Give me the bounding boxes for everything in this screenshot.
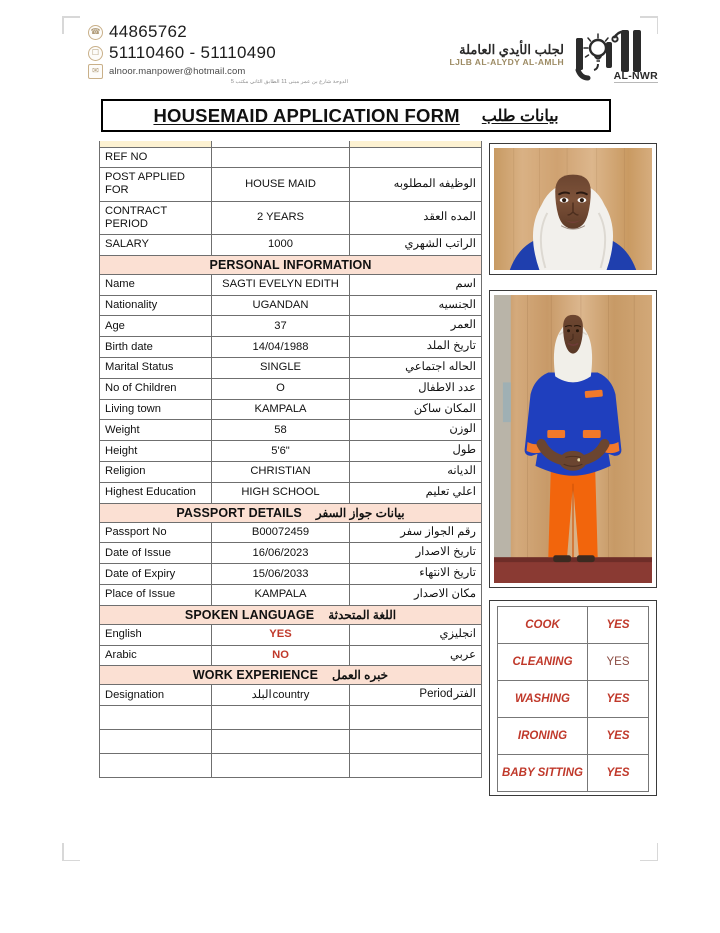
table-row — [100, 754, 482, 778]
table-row — [100, 482, 482, 503]
row-arabic: اسم — [350, 274, 482, 295]
work-row-period[interactable] — [350, 706, 482, 730]
section-header-work — [100, 666, 482, 685]
row-arabic: اعلي تعليم — [350, 482, 482, 503]
section-title-english: SPOKEN LANGUAGE — [184, 607, 315, 622]
skill-value[interactable]: YES — [588, 607, 649, 644]
table-row — [100, 316, 482, 337]
phone-icon: ☎ — [88, 25, 103, 40]
section-header-personal — [100, 255, 482, 274]
skill-row — [498, 755, 649, 792]
brand-text — [450, 43, 565, 67]
work-row-country[interactable] — [212, 730, 350, 754]
table-row — [100, 706, 482, 730]
table-row — [100, 420, 482, 441]
work-col-country-arabic: البلد — [251, 688, 272, 701]
crop-mark-bottom-right — [640, 843, 658, 861]
skill-value[interactable]: YES — [588, 681, 649, 718]
work-col-period-english: Period — [419, 688, 453, 701]
work-col-period-arabic: الفتر — [453, 688, 476, 701]
row-label: Name — [100, 274, 212, 295]
row-label: English — [100, 624, 212, 645]
row-arabic: المكان ساكن — [350, 399, 482, 420]
row-arabic: مكان الاصدار — [350, 585, 482, 606]
section-header-language — [100, 605, 482, 624]
fullbody-image — [494, 295, 652, 583]
phone-number-2: 51110460 - 51110490 — [109, 43, 277, 62]
row-arabic: طول — [350, 441, 482, 462]
skill-row — [498, 607, 649, 644]
skill-name: CLEANING — [498, 644, 588, 681]
row-value[interactable]: KAMPALA — [212, 585, 350, 606]
table-row — [100, 358, 482, 379]
section-title-english: PERSONAL INFORMATION — [209, 257, 372, 272]
skill-row — [498, 718, 649, 755]
skill-value[interactable]: YES — [588, 755, 649, 792]
table-row — [100, 337, 482, 358]
row-arabic: الجنسيه — [350, 295, 482, 316]
table-row — [100, 235, 482, 256]
row-label: Place of Issue — [100, 585, 212, 606]
row-label: Arabic — [100, 645, 212, 666]
row-value[interactable]: YES — [212, 624, 350, 645]
work-col-country — [212, 685, 350, 706]
row-arabic: تاريخ الاصدار — [350, 543, 482, 564]
row-label: Age — [100, 316, 212, 337]
applicant-headshot-frame — [489, 143, 657, 275]
skill-name: WASHING — [498, 681, 588, 718]
row-arabic: رقم الجواز سفر — [350, 522, 482, 543]
email-address: alnoor.manpower@hotmail.com — [109, 66, 246, 77]
skill-name: BABY SITTING — [498, 755, 588, 792]
form-title-banner — [101, 99, 611, 132]
row-label: Birth date — [100, 337, 212, 358]
row-label: Date of Expiry — [100, 564, 212, 585]
row-value[interactable]: 16/06/2023 — [212, 543, 350, 564]
work-row-designation[interactable] — [100, 706, 212, 730]
section-title-arabic: اللغة المتحدثة — [328, 607, 397, 622]
row-value[interactable]: 5'6" — [212, 441, 350, 462]
envelope-icon: ✉ — [88, 64, 103, 79]
row-arabic: عدد الاطفال — [350, 378, 482, 399]
row-value[interactable]: B00072459 — [212, 522, 350, 543]
row-value[interactable]: 58 — [212, 420, 350, 441]
row-value[interactable]: 14/04/1988 — [212, 337, 350, 358]
logo-company-name: AL-NWR — [613, 70, 658, 82]
section-header-row — [100, 255, 482, 274]
row-arabic: عربي — [350, 645, 482, 666]
row-arabic: الراتب الشهري — [350, 235, 482, 256]
table-row — [100, 645, 482, 666]
skill-row — [498, 681, 649, 718]
row-value[interactable] — [212, 148, 350, 168]
table-row — [100, 543, 482, 564]
table-row — [100, 168, 482, 201]
contact-block — [88, 22, 348, 85]
row-arabic: انجليزي — [350, 624, 482, 645]
row-value[interactable]: 1000 — [212, 235, 350, 256]
skill-value[interactable]: YES — [588, 644, 649, 681]
row-label: Highest Education — [100, 482, 212, 503]
work-row-period[interactable] — [350, 730, 482, 754]
row-value[interactable]: O — [212, 378, 350, 399]
crop-mark-bottom-left — [62, 843, 80, 861]
row-label: SALARY — [100, 235, 212, 256]
row-label: POST APPLIED FOR — [100, 168, 212, 201]
row-label: Date of Issue — [100, 543, 212, 564]
row-arabic: تاريخ الانتهاء — [350, 564, 482, 585]
row-value[interactable]: 2 YEARS — [212, 201, 350, 234]
section-header-row — [100, 503, 482, 522]
row-value[interactable]: SINGLE — [212, 358, 350, 379]
section-header-row — [100, 605, 482, 624]
phone-number-1: 44865762 — [109, 22, 188, 41]
skills-panel — [489, 600, 657, 796]
row-label: Weight — [100, 420, 212, 441]
table-row — [100, 730, 482, 754]
work-col-period — [350, 685, 482, 706]
section-header-row — [100, 666, 482, 685]
contact-mobile-row — [88, 43, 348, 63]
company-logo — [574, 28, 658, 82]
row-value[interactable]: SAGTI EVELYN EDITH — [212, 274, 350, 295]
brand-tagline-arabic: لجلب الأيدي العاملة — [459, 42, 564, 58]
work-row-country[interactable] — [212, 754, 350, 778]
row-arabic: تاريخ الملد — [350, 337, 482, 358]
row-arabic: الحاله اجتماعي — [350, 358, 482, 379]
table-row — [100, 399, 482, 420]
brand-tagline-english: LJLB AL-ALYDY AL-AMLH — [449, 56, 564, 67]
section-title-arabic: بيانات جواز السفر — [315, 505, 405, 520]
row-value[interactable]: NO — [212, 645, 350, 666]
table-row — [100, 274, 482, 295]
row-arabic: الوظيفه المطلوبه — [350, 168, 482, 201]
row-label: CONTRACT PERIOD — [100, 201, 212, 234]
row-value[interactable]: HIGH SCHOOL — [212, 482, 350, 503]
application-form-table — [99, 141, 482, 778]
row-label: Living town — [100, 399, 212, 420]
table-row — [100, 624, 482, 645]
mobile-icon: ☐ — [88, 46, 103, 61]
table-row — [100, 585, 482, 606]
row-value[interactable]: 37 — [212, 316, 350, 337]
table-row — [100, 441, 482, 462]
applicant-headshot — [494, 148, 652, 270]
work-col-designation: Designation — [100, 685, 212, 706]
table-row — [100, 378, 482, 399]
row-label: Religion — [100, 462, 212, 483]
contact-email-row — [88, 64, 348, 79]
section-title-arabic: خبره العمل — [332, 668, 389, 683]
work-header-row — [100, 685, 482, 706]
table-row — [100, 201, 482, 234]
skill-value[interactable]: YES — [588, 718, 649, 755]
row-label: Marital Status — [100, 358, 212, 379]
row-arabic — [350, 148, 482, 168]
row-arabic: العمر — [350, 316, 482, 337]
work-row-designation[interactable] — [100, 754, 212, 778]
work-col-country-english: country — [272, 688, 310, 701]
skill-name: IRONING — [498, 718, 588, 755]
headshot-image — [494, 148, 652, 270]
row-value[interactable]: UGANDAN — [212, 295, 350, 316]
table-row — [100, 462, 482, 483]
work-row-period[interactable] — [350, 754, 482, 778]
row-label: Nationality — [100, 295, 212, 316]
applicant-fullbody-frame — [489, 290, 657, 588]
row-value[interactable]: 15/06/2033 — [212, 564, 350, 585]
company-address-arabic: الدوحة شارع بن عمر مبنى 11 الطابق الثاني مكتب 5 — [230, 79, 348, 85]
work-row-country[interactable] — [212, 706, 350, 730]
applicant-full-body — [494, 295, 652, 583]
section-title-english: PASSPORT DETAILS — [176, 505, 302, 520]
contact-phone-row — [88, 22, 348, 42]
row-arabic: الديانه — [350, 462, 482, 483]
row-label: Height — [100, 441, 212, 462]
row-label: REF NO — [100, 148, 212, 168]
row-arabic: الوزن — [350, 420, 482, 441]
row-arabic: المده العقد — [350, 201, 482, 234]
section-title-english: WORK EXPERIENCE — [192, 668, 319, 683]
row-label: Passport No — [100, 522, 212, 543]
row-value[interactable]: KAMPALA — [212, 399, 350, 420]
skill-name: COOK — [498, 607, 588, 644]
letterhead — [0, 14, 720, 94]
brand-block — [450, 28, 659, 82]
form-title-english: HOUSEMAID APPLICATION FORM — [153, 104, 460, 126]
skill-row — [498, 644, 649, 681]
work-row-designation[interactable] — [100, 730, 212, 754]
row-label: No of Children — [100, 378, 212, 399]
row-value[interactable]: HOUSE MAID — [212, 168, 350, 201]
skills-table — [497, 606, 649, 792]
table-row — [100, 295, 482, 316]
table-row — [100, 564, 482, 585]
section-header-passport — [100, 503, 482, 522]
row-value[interactable]: CHRISTIAN — [212, 462, 350, 483]
table-row — [100, 522, 482, 543]
form-title-arabic: بيانات طلب — [481, 107, 559, 125]
table-row — [100, 148, 482, 168]
